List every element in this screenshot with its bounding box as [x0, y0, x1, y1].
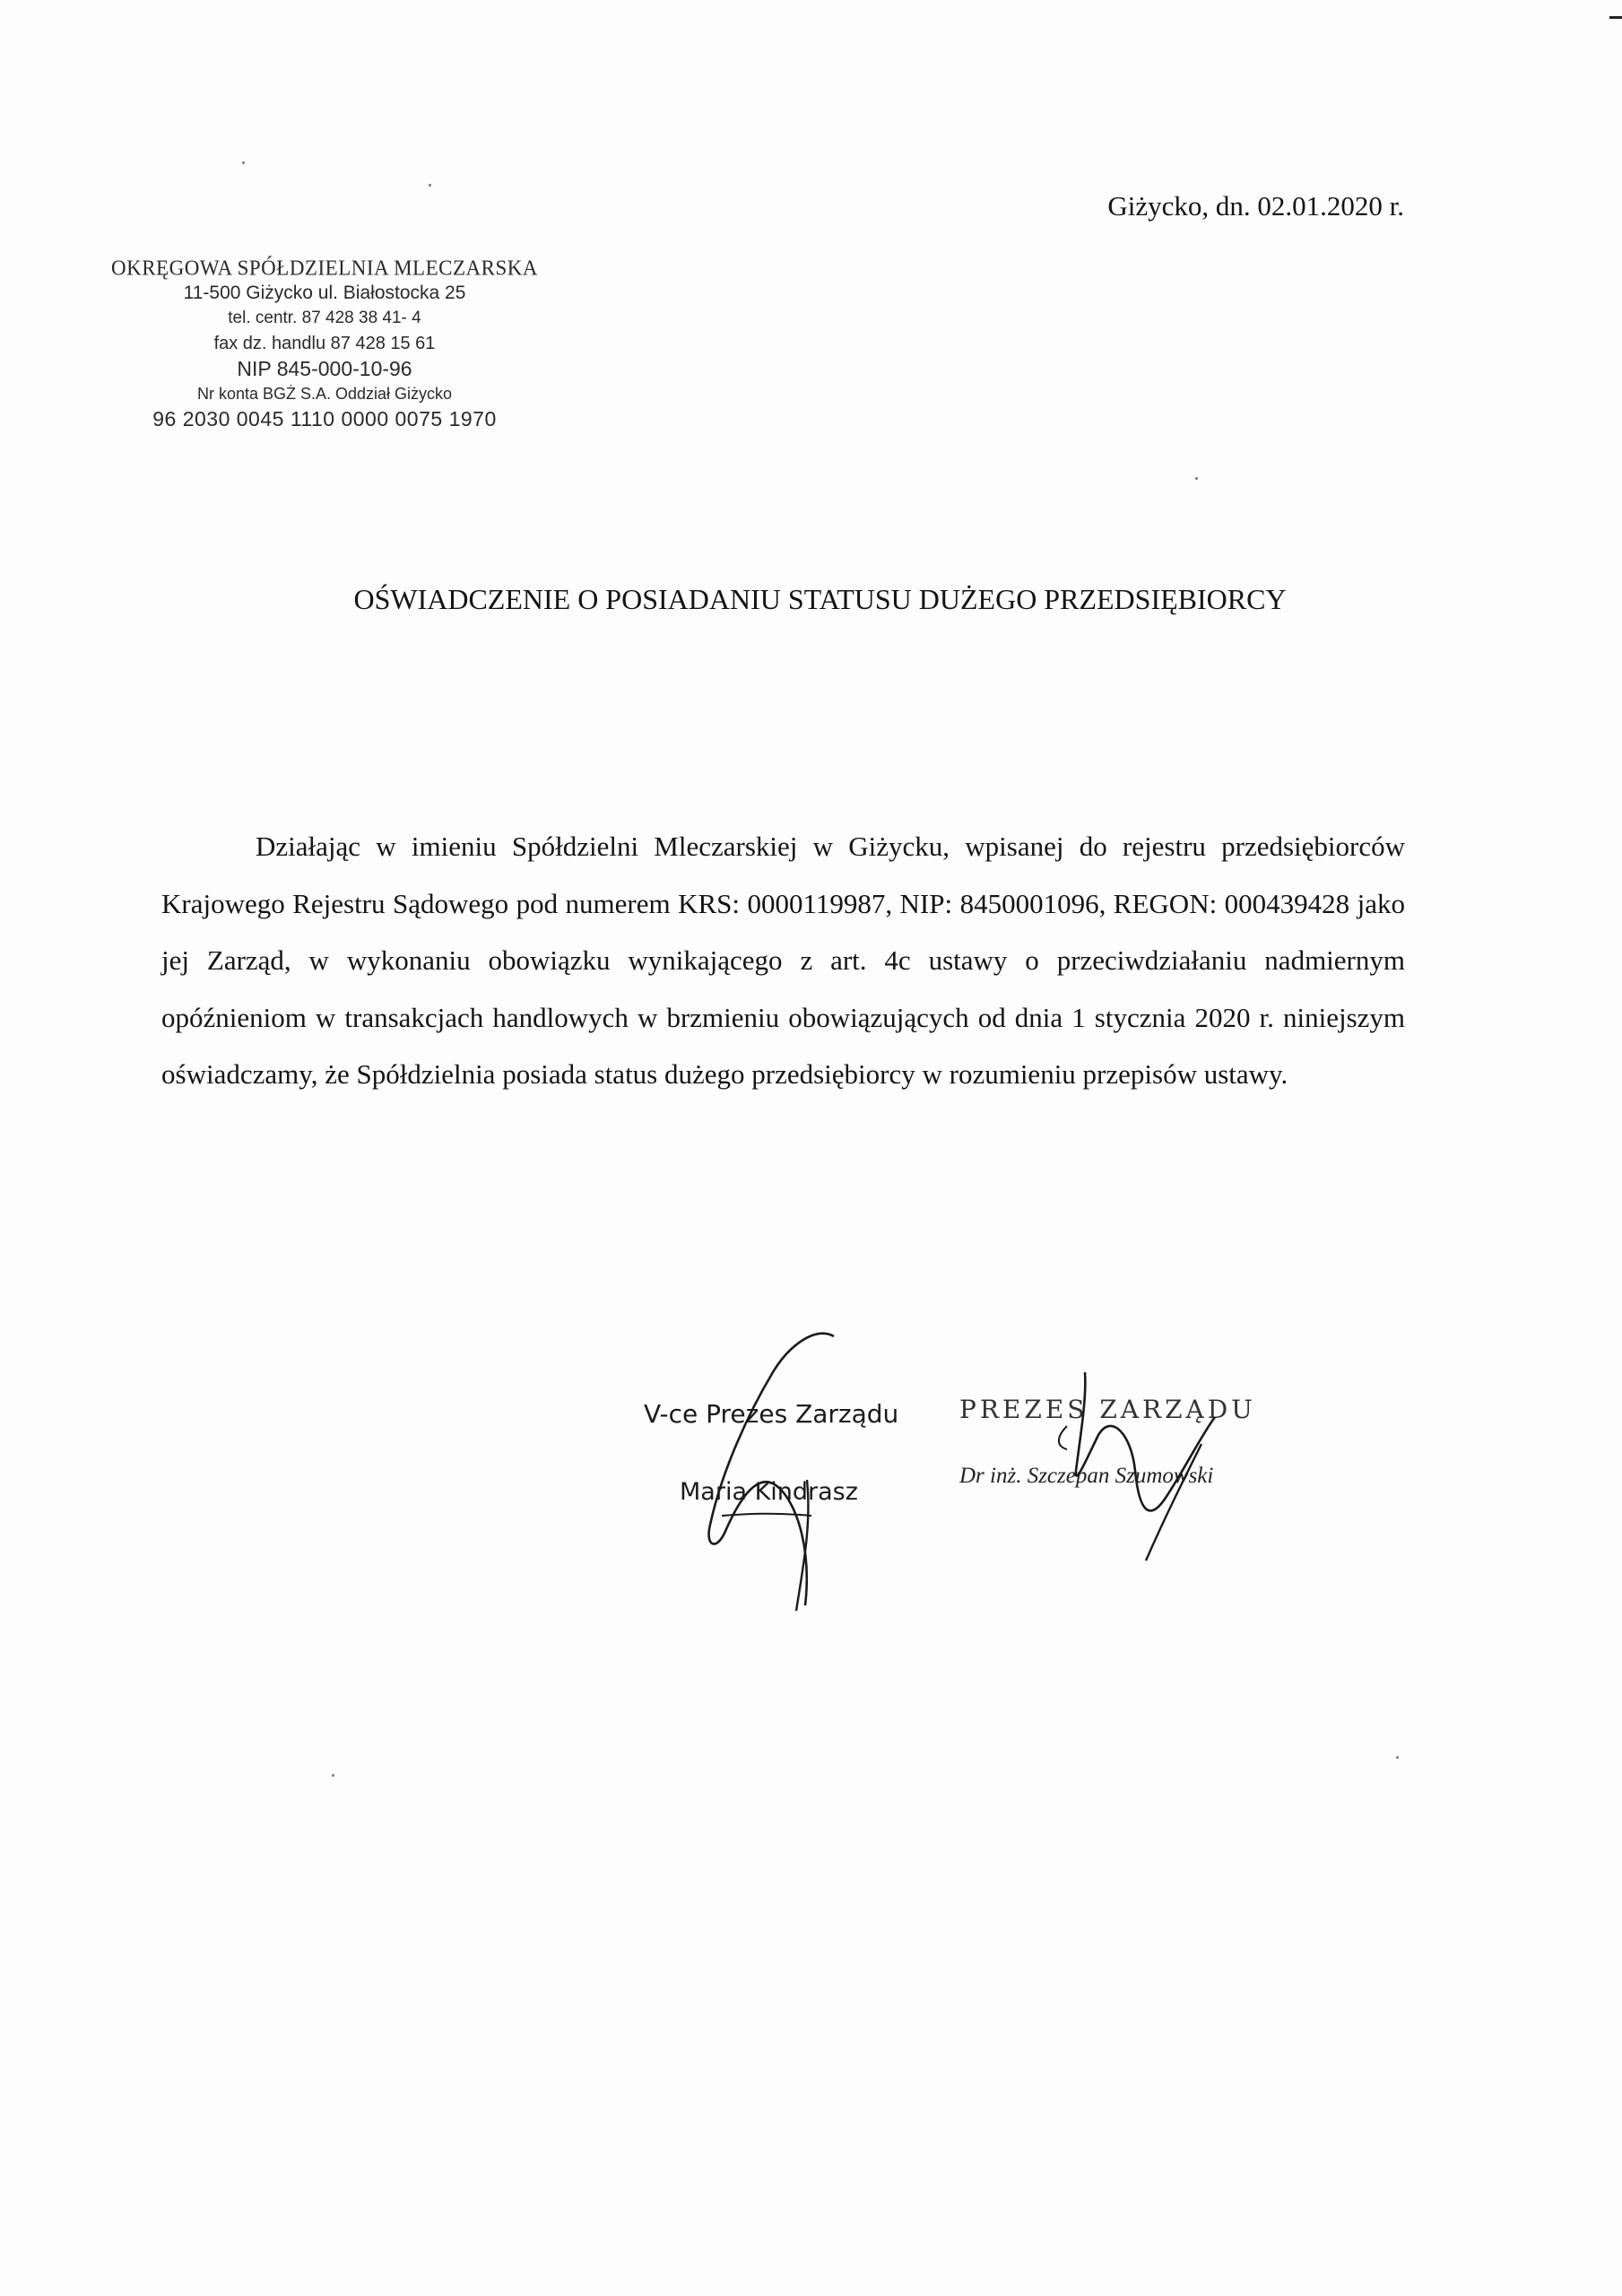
stamp-org-name: OKRĘGOWA SPÓŁDZIELNIA MLECZARSKA — [111, 256, 538, 280]
scan-margin-mark — [1609, 16, 1622, 19]
scan-speck — [332, 1774, 334, 1777]
document-body — [161, 818, 1405, 1103]
company-stamp — [100, 256, 549, 431]
signature-left-stroke — [722, 1514, 811, 1516]
scan-speck — [1195, 477, 1198, 480]
stamp-fax: fax dz. handlu 87 428 15 61 — [213, 334, 436, 353]
stamp-bank: Nr konta BGŻ S.A. Oddział Giżycko — [196, 385, 453, 403]
document-date: Giżycko, dn. 02.01.2020 r. — [1107, 190, 1404, 222]
signatory-right-title: PREZES ZARZĄDU — [959, 1395, 1256, 1424]
scan-speck — [429, 184, 431, 187]
document-title-text: OŚWIADCZENIE O POSIADANIU STATUSU DUŻEGO PRZEDSIĘBIORCY — [353, 583, 1287, 615]
signature-right-stroke — [1076, 1372, 1215, 1510]
body-paragraph: Działając w imieniu Spółdzielni Mleczarskiej w Giżycku, wpisanej do rejestru przedsiębiorców Krajowego Rejestru Sądowego pod numerem KRS: 0000119987, NIP: 8450001096, REGON: 000439428 jako jej Zarząd, w wykonaniu obowiązku wynikającego z art. 4c ustawy o przeciwdziałaniu nadmiernym opóźnieniom w transakcjach handlowych w brzmieniu obowiązujących od dnia 1 stycznia 2020 r. niniejszym oświadczamy, że Spółdzielnia posiada status dużego przedsiębiorcy w rozumieniu przepisów ustawy. — [161, 831, 1405, 1091]
signatory-left-title: V-ce Prezes Zarządu — [644, 1399, 899, 1429]
stamp-phone: tel. centr. 87 428 38 41- 4 — [228, 309, 421, 327]
stamp-nip: NIP 845-000-10-96 — [237, 357, 412, 380]
stamp-account: 96 2030 0045 1110 0000 0075 1970 — [152, 407, 497, 430]
signatory-left-name: Maria Kindrasz — [680, 1478, 858, 1506]
stamp-address: 11-500 Giżycko ul. Białostocka 25 — [183, 283, 466, 303]
scan-speck — [242, 161, 245, 164]
scan-speck — [1396, 1756, 1399, 1759]
signatory-right-name: Dr inż. Szczepan Szumowski — [959, 1464, 1214, 1488]
document-title — [0, 583, 1622, 616]
signature-right-stroke — [1146, 1444, 1201, 1561]
signature-left-stroke — [709, 1334, 834, 1605]
signature-right-stroke — [1059, 1426, 1067, 1449]
